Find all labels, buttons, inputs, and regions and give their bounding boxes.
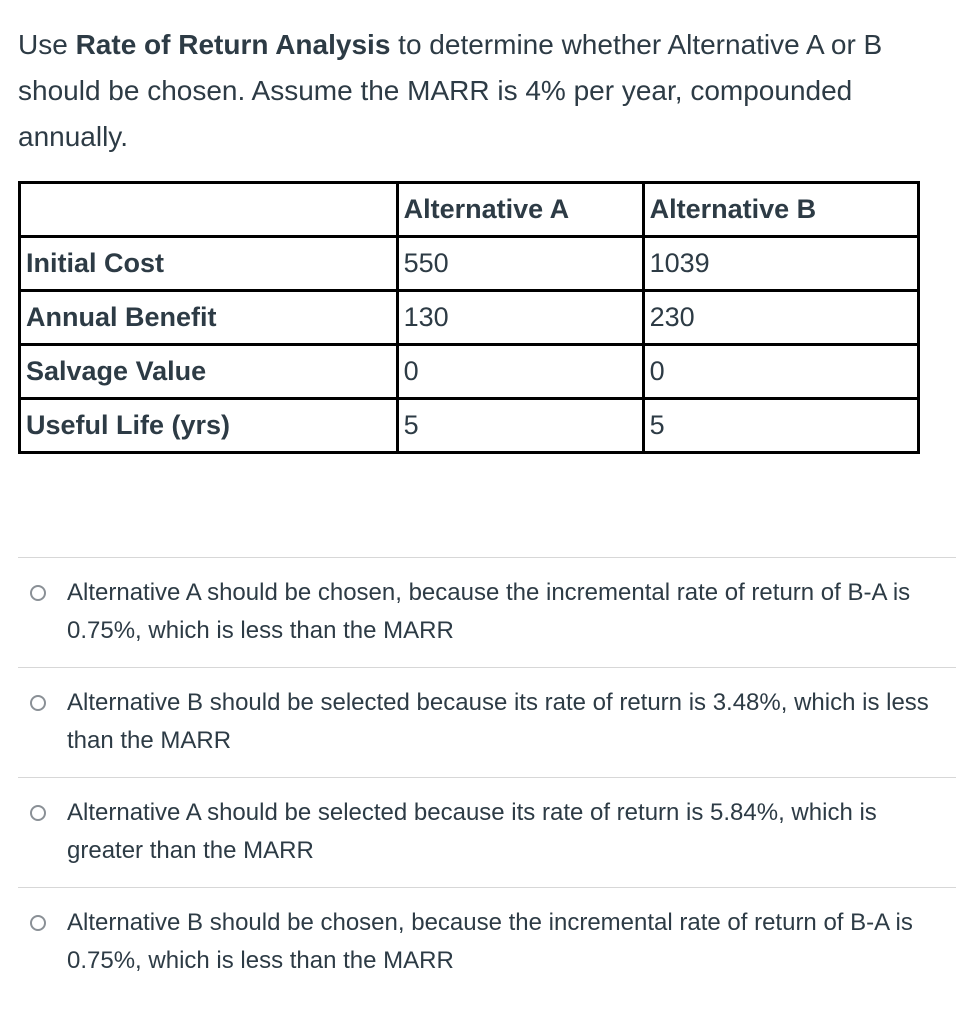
table-header-alternative-a: Alternative A: [397, 183, 643, 237]
radio-button-3[interactable]: [30, 805, 46, 821]
row-label-annual-benefit: Annual Benefit: [20, 291, 398, 345]
answer-option-label[interactable]: Alternative B should be chosen, because the incremental rate of return of B-A is 0.75%, which is less than the MARR: [67, 909, 913, 974]
question-bold-term: Rate of Return Analysis: [75, 29, 391, 60]
row-label-useful-life: Useful Life (yrs): [20, 399, 398, 453]
cell-b-initial-cost: 1039: [643, 237, 918, 291]
table-row: [20, 345, 919, 399]
table-header-row: [20, 183, 919, 237]
answer-option-4[interactable]: [18, 887, 956, 997]
answer-option-3[interactable]: [18, 777, 956, 887]
table-row: [20, 399, 919, 453]
table-row: [20, 291, 919, 345]
cell-b-useful-life: 5: [643, 399, 918, 453]
cell-a-annual-benefit: 130: [397, 291, 643, 345]
answer-option-2[interactable]: [18, 667, 956, 777]
table-row: [20, 237, 919, 291]
cell-a-useful-life: 5: [397, 399, 643, 453]
radio-button-4[interactable]: [30, 915, 46, 931]
table-header-alternative-b: Alternative B: [643, 183, 918, 237]
question-suffix: to determine whether Alternative A or B should be chosen. Assume the MARR is 4% per year, compounded annually.: [18, 29, 883, 152]
answer-options: [18, 557, 956, 997]
radio-button-1[interactable]: [30, 585, 46, 601]
cell-a-initial-cost: 550: [397, 237, 643, 291]
radio-button-2[interactable]: [30, 695, 46, 711]
cell-a-salvage-value: 0: [397, 345, 643, 399]
answer-option-1[interactable]: [18, 557, 956, 667]
question-text: [18, 22, 958, 160]
row-label-salvage-value: Salvage Value: [20, 345, 398, 399]
question-prefix: Use: [18, 29, 76, 60]
cell-b-annual-benefit: 230: [643, 291, 918, 345]
answer-option-label[interactable]: Alternative A should be selected because its rate of return is 5.84%, which is greater than the MARR: [67, 799, 877, 864]
alternatives-table: [18, 181, 920, 454]
table-header-empty: [20, 183, 398, 237]
row-label-initial-cost: Initial Cost: [20, 237, 398, 291]
cell-b-salvage-value: 0: [643, 345, 918, 399]
answer-option-label[interactable]: Alternative B should be selected because its rate of return is 3.48%, which is less than the MARR: [67, 689, 929, 754]
answer-option-label[interactable]: Alternative A should be chosen, because the incremental rate of return of B-A is 0.75%, which is less than the MARR: [67, 579, 911, 644]
